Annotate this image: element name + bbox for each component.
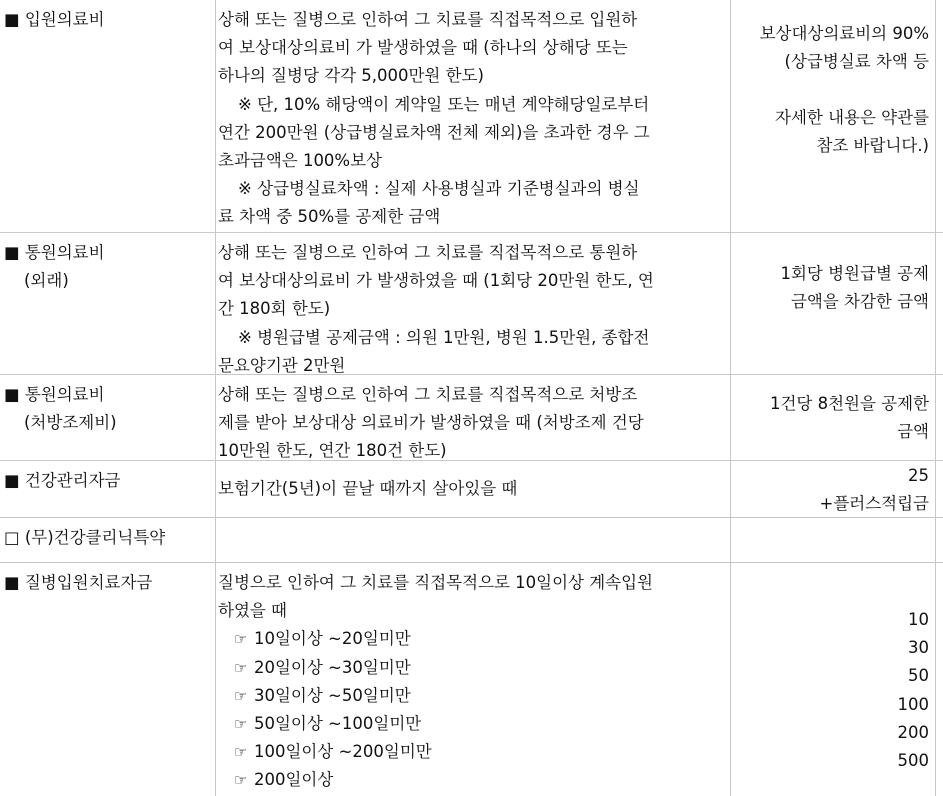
tier-item — [218, 682, 724, 710]
benefit-line: +플러스적립금 — [819, 494, 929, 513]
description-line: 상해 또는 질병으로 인하여 그 치료를 직접목적으로 통원하 — [218, 243, 638, 262]
description-line: 여 보상대상의료비 가 발생하였을 때 (하나의 상해당 또는 — [218, 38, 628, 58]
table-row-prescription — [0, 375, 943, 461]
description-line: 10만원 한도, 연간 180건 한도) — [218, 441, 447, 460]
table-row-disease-hospitalization — [0, 563, 943, 796]
coverage-description-cell — [216, 233, 731, 374]
description-note: ※ 병원급별 공제금액 : 의원 1만원, 병원 1.5만원, 종합전 — [238, 327, 650, 347]
coverage-description-cell — [216, 0, 731, 232]
pointing-hand-icon: ☞ — [234, 714, 248, 733]
edge-cell — [936, 518, 943, 562]
description-line: 상해 또는 질병으로 인하여 그 치료를 직접목적으로 입원하 — [218, 10, 638, 29]
tier-amount: 30 — [908, 638, 929, 658]
description-line: 상해 또는 질병으로 인하여 그 치료를 직접목적으로 처방조 — [218, 385, 638, 404]
benefit-amount-cell — [731, 518, 936, 562]
coverage-description-cell — [216, 461, 731, 517]
edge-cell — [936, 0, 943, 232]
pointing-hand-icon: ☞ — [234, 743, 248, 762]
description-line: 질병으로 인하여 그 치료를 직접목적으로 10일이상 계속입원 — [218, 573, 654, 592]
tier-item — [218, 625, 724, 653]
benefit-amount-cell — [731, 461, 936, 517]
pointing-hand-icon: ☞ — [234, 630, 248, 649]
description-line: 초과금액은 100%보상 — [218, 150, 382, 170]
edge-cell — [936, 461, 943, 517]
coverage-name: ■ 건강관리자금 — [4, 471, 121, 490]
description-line: 보험기간(5년)이 끝날 때까지 살아있을 때 — [218, 479, 518, 498]
coverage-name: ■ 입원의료비 — [4, 10, 105, 29]
table-row-health-fund — [0, 461, 943, 518]
coverage-name-cell — [0, 233, 216, 374]
coverage-name-cell — [0, 461, 216, 517]
coverage-name-cell — [0, 0, 216, 232]
benefit-line: 25 — [908, 466, 929, 485]
tier-amount: 50 — [908, 666, 929, 686]
description-line: 연간 200만원 (상급병실료차액 전체 제외)을 초과한 경우 그 — [218, 122, 650, 142]
coverage-description-cell — [216, 518, 731, 562]
tier-label: 10일이상 ~20일미만 — [254, 629, 411, 649]
pointing-hand-icon: ☞ — [234, 771, 248, 790]
edge-cell — [936, 563, 943, 796]
description-note: ※ 상급병실료차액 : 실제 사용병실과 기준병실과의 병실 — [238, 179, 640, 199]
tier-label: 100일이상 ~200일미만 — [254, 742, 432, 762]
edge-cell — [936, 375, 943, 460]
benefit-line: 금액을 차감한 금액 — [790, 292, 929, 311]
table-row-inpatient — [0, 0, 943, 233]
description-line: 하나의 질병당 각각 5,000만원 한도) — [218, 66, 484, 86]
benefit-line: 1회당 병원급별 공제 — [780, 264, 929, 283]
coverage-name-cell — [0, 563, 216, 796]
benefit-line: 보상대상의료비의 90% — [759, 24, 929, 43]
tier-amount: 100 — [897, 694, 929, 714]
description-note: ※ 단, 10% 해당액이 계약일 또는 매년 계약해당일로부터 — [238, 94, 650, 114]
description-line: 제를 받아 보상대상 의료비가 발생하였을 때 (처방조제 건당 — [218, 413, 644, 433]
benefit-line: 참조 바랍니다.) — [816, 136, 929, 155]
description-line: 간 180회 한도) — [218, 299, 331, 319]
coverage-subname: (처방조제비) — [24, 413, 117, 433]
coverage-name: ■ 통원의료비 — [4, 243, 105, 262]
coverage-name: ■ 통원의료비 — [4, 385, 105, 404]
pointing-hand-icon: ☞ — [234, 686, 248, 705]
description-line: 문요양기관 2만원 — [218, 355, 346, 374]
benefit-amount-cell — [731, 0, 936, 232]
tier-label: 200일이상 — [254, 770, 334, 790]
tier-item — [218, 654, 724, 682]
tier-item — [218, 738, 724, 766]
tier-amount: 200 — [897, 722, 929, 742]
tier-amount: 500 — [897, 750, 929, 770]
benefit-amount-cell — [731, 233, 936, 374]
benefit-line: 자세한 내용은 약관를 — [775, 108, 929, 127]
tier-label: 50일이상 ~100일미만 — [254, 713, 422, 733]
benefit-line: 금액 — [897, 422, 929, 441]
pointing-hand-icon: ☞ — [234, 658, 248, 677]
coverage-name-cell — [0, 518, 216, 562]
tier-label: 30일이상 ~50일미만 — [254, 685, 411, 705]
tier-item — [218, 710, 724, 738]
description-line: 료 차액 중 50%를 공제한 금액 — [218, 207, 441, 227]
coverage-subname: (외래) — [24, 271, 69, 291]
benefit-line: (상급병실료 차액 등 — [784, 52, 929, 71]
table-row-outpatient — [0, 233, 943, 375]
benefit-line: 1건당 8천원을 공제한 — [770, 394, 929, 413]
description-line: 하였을 때 — [218, 601, 288, 621]
coverage-description-cell — [216, 375, 731, 460]
tier-label: 20일이상 ~30일미만 — [254, 657, 411, 677]
tier-item — [218, 766, 724, 794]
benefit-line — [735, 76, 929, 104]
description-line: 여 보상대상의료비 가 발생하였을 때 (1회당 20만원 한도, 연 — [218, 271, 654, 291]
tier-amount: 10 — [908, 610, 929, 629]
coverage-description-cell — [216, 563, 731, 796]
coverage-name: ■ 질병입원치료자금 — [4, 573, 153, 592]
benefit-amount-cell — [731, 375, 936, 460]
coverage-name-cell — [0, 375, 216, 460]
edge-cell — [936, 233, 943, 374]
rider-name: □ (무)건강클리닉특약 — [4, 528, 166, 547]
table-row-rider-header — [0, 518, 943, 563]
benefit-amount-cell — [731, 563, 936, 796]
